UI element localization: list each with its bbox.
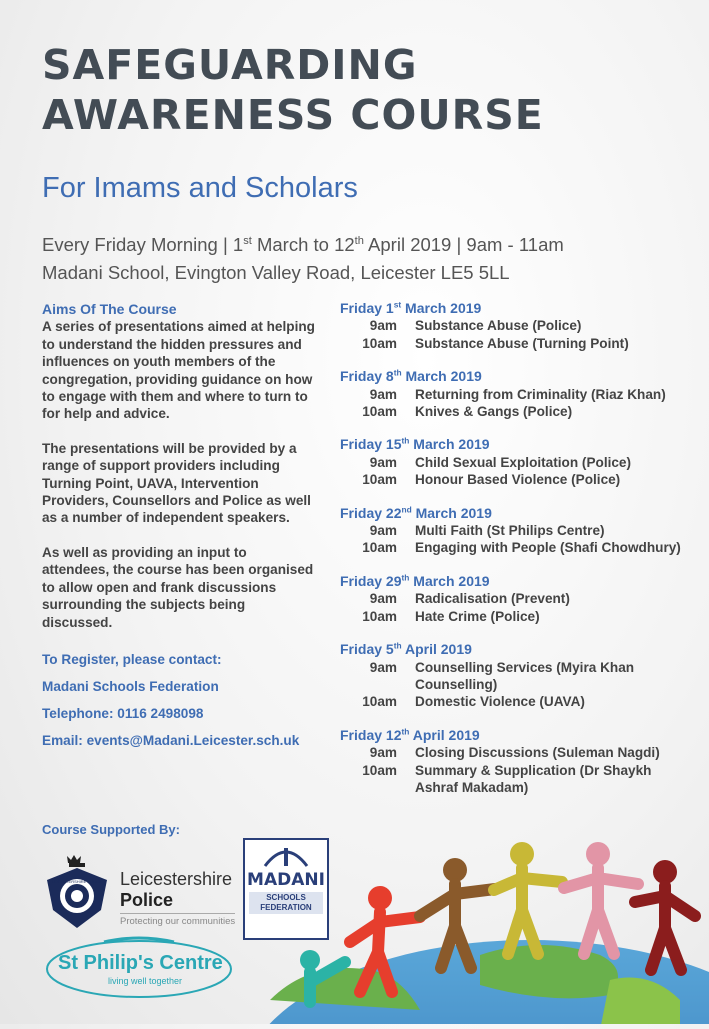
police-badge-icon bbox=[42, 850, 112, 935]
police-logo-text bbox=[120, 869, 235, 927]
police-line-1: Leicestershire bbox=[120, 869, 233, 889]
schedule-row bbox=[340, 744, 709, 761]
venue-line: Madani School, Evington Valley Road, Leicester LE5 5LL bbox=[42, 262, 510, 283]
schedule-day bbox=[340, 300, 709, 352]
aims-section bbox=[42, 301, 317, 754]
when-mid: March to 12 bbox=[251, 234, 355, 255]
session-time: 10am bbox=[362, 608, 397, 624]
schedule-row bbox=[340, 539, 709, 556]
session-time: 9am bbox=[369, 318, 397, 334]
schedule-day bbox=[340, 727, 709, 797]
session-subject: Multi Faith (St Philips Centre) bbox=[415, 523, 605, 539]
schedule-row bbox=[340, 317, 709, 334]
schedule-day bbox=[340, 505, 709, 557]
schedule-day bbox=[340, 368, 709, 420]
aims-paragraph-2: The presentations will be provided by a range of support providers including Turning Point, UAVA, Intervention Providers, Counsellors and Police as well as a number of independent speakers. bbox=[42, 440, 311, 526]
aims-paragraph-3: As well as providing an input to attendees, the course has been organised to allow open and frank discussions surrounding the subjects being discussed. bbox=[42, 544, 314, 630]
session-time: 10am bbox=[362, 762, 397, 778]
session-subject: Closing Discussions (Suleman Nagdi) bbox=[415, 745, 660, 761]
when-sup-1: st bbox=[243, 234, 252, 247]
supported-by-label: Course Supported By: bbox=[42, 822, 180, 837]
session-subject: Summary & Supplication (Dr Shaykh Ashraf Makadam) bbox=[415, 762, 652, 795]
poster-title bbox=[42, 40, 642, 140]
session-time: 9am bbox=[369, 454, 397, 470]
session-subject: Returning from Criminality (Riaz Khan) bbox=[415, 386, 666, 402]
schedule-day-heading: Friday 5th April 2019 bbox=[340, 640, 472, 658]
aims-heading: Aims Of The Course bbox=[42, 301, 177, 317]
date-time-line bbox=[42, 234, 564, 256]
person-yellow-icon bbox=[494, 842, 562, 954]
schedule-row bbox=[340, 590, 709, 607]
madani-sub: SCHOOLS FEDERATION bbox=[249, 892, 323, 914]
schedule bbox=[340, 300, 709, 812]
schedule-day bbox=[340, 641, 709, 711]
aims-paragraph-1: A series of presentations aimed at helping to understand the hidden pressures and influences on youth members of the congregation, providing guidance on how to engage with them and where to turn to for help and advice. bbox=[42, 319, 315, 422]
poster-subtitle: For Imams and Scholars bbox=[42, 172, 358, 204]
session-subject: Domestic Violence (UAVA) bbox=[415, 694, 585, 710]
session-time: 9am bbox=[369, 745, 397, 761]
schedule-day bbox=[340, 436, 709, 488]
session-subject: Counselling Services (Myira Khan Counselling) bbox=[415, 659, 635, 692]
title-line-2: AWARENESS COURSE bbox=[42, 91, 544, 139]
schedule-row bbox=[340, 522, 709, 539]
schedule-row bbox=[340, 762, 709, 797]
schedule-day-heading: Friday 22nd March 2019 bbox=[340, 504, 492, 521]
session-time: 10am bbox=[362, 404, 397, 420]
when-sup-2: th bbox=[354, 234, 364, 247]
schedule-day-heading: Friday 1st March 2019 bbox=[340, 299, 482, 316]
title-line-1: SAFEGUARDING bbox=[42, 41, 418, 89]
schedule-row bbox=[340, 608, 709, 625]
schedule-row bbox=[340, 659, 709, 694]
person-pink-icon bbox=[564, 842, 638, 954]
badge-text: LEICESTERSHIRE POLICE bbox=[51, 879, 103, 884]
madani-name: MADANI bbox=[247, 870, 325, 890]
st-philips-logo bbox=[44, 936, 234, 1000]
session-time: 10am bbox=[362, 335, 397, 351]
session-subject: Radicalisation (Prevent) bbox=[415, 591, 570, 607]
schedule-day-heading: Friday 29th March 2019 bbox=[340, 572, 490, 589]
schedule-row bbox=[340, 335, 709, 352]
session-time: 10am bbox=[362, 472, 397, 488]
contact-block bbox=[42, 646, 317, 754]
session-time: 10am bbox=[362, 694, 397, 710]
email-link[interactable]: Email: events@Madani.Leicester.sch.uk bbox=[42, 732, 300, 748]
session-subject: Substance Abuse (Police) bbox=[415, 318, 582, 334]
register-label: To Register, please contact: bbox=[42, 651, 222, 667]
session-subject: Honour Based Violence (Police) bbox=[415, 472, 621, 488]
police-tagline: Protecting our communities bbox=[120, 913, 235, 927]
session-subject: Engaging with People (Shafi Chowdhury) bbox=[415, 540, 681, 556]
session-time: 9am bbox=[369, 659, 397, 675]
schedule-row bbox=[340, 386, 709, 403]
session-subject: Knives & Gangs (Police) bbox=[415, 404, 573, 420]
organisation-name: Madani Schools Federation bbox=[42, 678, 219, 694]
session-time: 9am bbox=[369, 591, 397, 607]
session-time: 10am bbox=[362, 540, 397, 556]
schedule-row bbox=[340, 403, 709, 420]
schedule-day-heading: Friday 8th March 2019 bbox=[340, 367, 482, 385]
session-subject: Hate Crime (Police) bbox=[415, 608, 540, 624]
st-philips-tagline: living well together bbox=[108, 976, 183, 986]
police-line-2: Police bbox=[120, 890, 174, 910]
session-time: 9am bbox=[369, 523, 397, 539]
schedule-row bbox=[340, 454, 709, 471]
when-suffix: April 2019 | 9am - 11am bbox=[363, 234, 564, 255]
schedule-day-heading: Friday 15th March 2019 bbox=[340, 435, 490, 453]
schedule-row bbox=[340, 471, 709, 488]
globe-people-illustration bbox=[230, 830, 709, 1029]
session-subject: Child Sexual Exploitation (Police) bbox=[415, 454, 632, 470]
session-subject: Substance Abuse (Turning Point) bbox=[415, 335, 629, 351]
schedule-day-heading: Friday 12th April 2019 bbox=[340, 726, 480, 743]
telephone: Telephone: 0116 2498098 bbox=[42, 705, 204, 721]
session-time: 9am bbox=[369, 386, 397, 402]
schedule-day bbox=[340, 573, 709, 625]
when-prefix: Every Friday Morning | 1 bbox=[42, 234, 244, 255]
st-philips-name: St Philip's Centre bbox=[58, 952, 223, 974]
schedule-row bbox=[340, 693, 709, 710]
